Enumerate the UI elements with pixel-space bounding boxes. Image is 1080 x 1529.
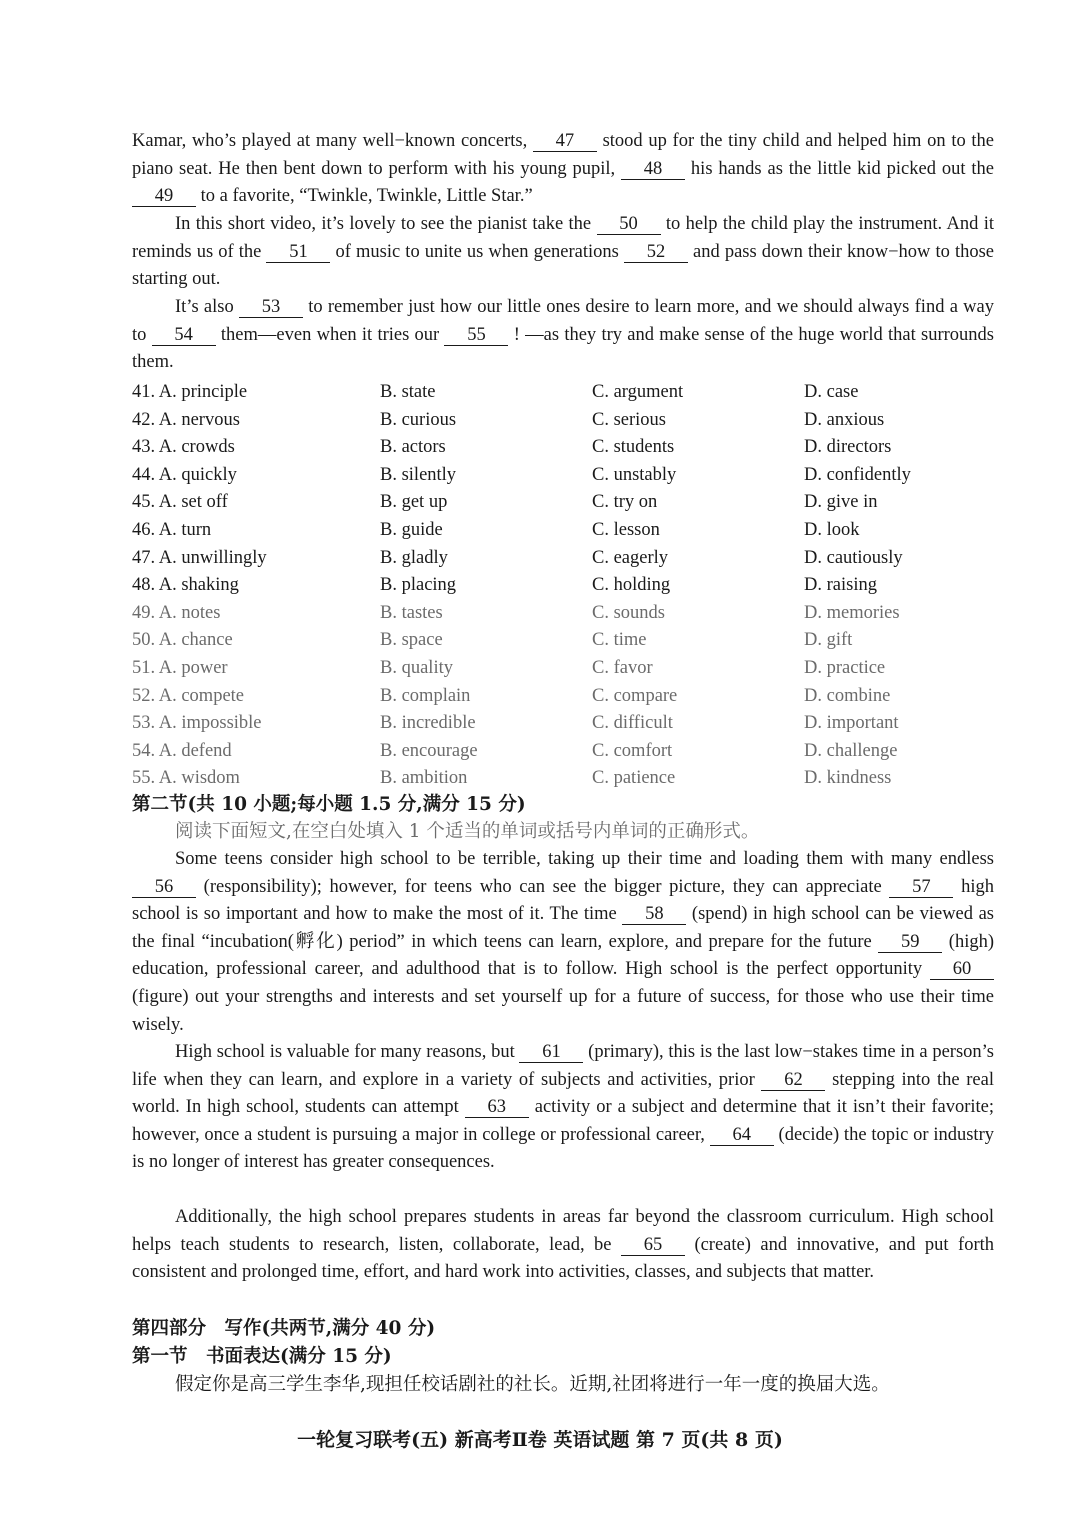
blank-47: 47 bbox=[533, 131, 597, 152]
passage-paragraph-6: Additionally, the high school prepares students in areas far beyond the classroom curriculum. High school helps teach students to research, listen, collaborate, lead, be 65 (create) and innovative, and put forth consistent and prolonged time, effort, and hard work into activities, classes, and subjects that matter. bbox=[132, 1207, 994, 1283]
blank-48: 48 bbox=[621, 159, 685, 180]
option-row: 48. A. shaking B. placing C. holding D. raising bbox=[132, 575, 877, 596]
blank-52: 52 bbox=[624, 242, 688, 263]
blank-60: 60 bbox=[930, 959, 994, 980]
answer-options-table bbox=[132, 379, 994, 793]
option-row: 55. A. wisdom B. ambition C. patience D. kindness bbox=[132, 768, 892, 789]
blank-65: 65 bbox=[621, 1235, 685, 1256]
passage-paragraph-2: In this short video, it’s lovely to see the pianist take the 50 to help the child play the instrument. And it reminds us of the 51 of music to unite us when generations 52 and pass down their know−how to those starting out. bbox=[132, 214, 994, 290]
option-row: 53. A. impossible B. incredible C. difficult D. important bbox=[132, 713, 899, 734]
writing-prompt: 假定你是高三学生李华,现担任校话剧社的社长。近期,社团将进行一年一度的换届大选。 bbox=[175, 1374, 890, 1395]
option-row: 52. A. compete B. complain C. compare D. combine bbox=[132, 685, 891, 706]
section-2-instruction: 阅读下面短文,在空白处填入 1 个适当的单词或括号内单词的正确形式。 bbox=[175, 821, 760, 842]
option-row: 44. A. quickly B. silently C. unstably D. confidently bbox=[132, 464, 911, 485]
option-row: 41. A. principle B. state C. argument D. case bbox=[132, 382, 859, 402]
option-row: 50. A. chance B. space C. time D. gift bbox=[132, 630, 853, 651]
option-row: 49. A. notes B. tastes C. sounds D. memories bbox=[132, 602, 900, 623]
option-row: 45. A. set off B. get up C. try on D. give in bbox=[132, 492, 878, 513]
blank-56: 56 bbox=[132, 877, 196, 898]
passage-paragraph-5: High school is valuable for many reasons, but 61 (primary), this is the last low−stakes time in a person’s life when they can learn, and explore in a variety of subjects and activities, prior 62 stepping into the real world. In high school, students can attempt 63 activity or a subject and determine that it isn’t their favorite; however, once a student is pursuing a major in college or professional career, 64 (decide) the topic or industry is no longer of interest has greater consequences. bbox=[132, 1042, 995, 1173]
passage-paragraph-3: It’s also 53 to remember just how our little ones desire to learn more, and we should always find a way to 54 them—even when it tries our 55 ! —as they try and make sense of the huge world that surrounds them. bbox=[132, 297, 994, 373]
blank-62: 62 bbox=[761, 1070, 825, 1091]
option-row: 47. A. unwillingly B. gladly C. eagerly D. cautiously bbox=[132, 547, 903, 568]
passage-paragraph-1: Kamar, who’s played at many well−known concerts, 47 stood up for the tiny child and helped him on to the piano seat. He then bent down to perform with his young pupil, 48 his hands as the little kid picked out the 49 to a favorite, “Twinkle, Twinkle, Little Star.” bbox=[132, 131, 994, 207]
passage-paragraph-4: Some teens consider high school to be terrible, taking up their time and loading them with many endless 56 (responsibility); however, for teens who can see the bigger picture, they can appreciate 57 high school is so important and how to make the most of it. The time 58 (spend) in high school can be viewed as the final “incubation(孵化) period” in which teens can learn, explore, and prepare for the future 59 (high) education, professional career, and adulthood that is to follow. High school is the perfect opportunity 60 (figure) out your strengths and interests and set yourself up for a future of success, for those who use their time wisely. bbox=[132, 849, 994, 1035]
blank-63: 63 bbox=[465, 1097, 529, 1118]
blank-59: 59 bbox=[878, 932, 942, 953]
blank-58: 58 bbox=[622, 904, 686, 925]
option-row: 51. A. power B. quality C. favor D. practice bbox=[132, 657, 886, 678]
blank-54: 54 bbox=[152, 325, 216, 346]
blank-51: 51 bbox=[266, 242, 330, 263]
page-footer: 一轮复习联考(五) 新高考Ⅱ卷 英语试题 第 7 页(共 8 页) bbox=[297, 1429, 783, 1451]
option-row: 46. A. turn B. guide C. lesson D. look bbox=[132, 519, 860, 540]
blank-55: 55 bbox=[444, 325, 508, 346]
part-4-section-1-heading: 第一节 书面表达(满分 15 分) bbox=[132, 1346, 392, 1367]
option-row: 43. A. crowds B. actors C. students D. directors bbox=[132, 437, 892, 458]
option-row: 54. A. defend B. encourage C. comfort D. challenge bbox=[132, 740, 898, 761]
section-2-heading: 第二节(共 10 小题;每小题 1.5 分,满分 15 分) bbox=[132, 794, 526, 815]
option-row: 42. A. nervous B. curious C. serious D. anxious bbox=[132, 409, 885, 430]
blank-53: 53 bbox=[239, 297, 303, 318]
blank-61: 61 bbox=[519, 1042, 583, 1063]
blank-64: 64 bbox=[710, 1125, 774, 1146]
part-4-heading: 第四部分 写作(共两节,满分 40 分) bbox=[132, 1318, 436, 1339]
blank-49: 49 bbox=[132, 186, 196, 207]
blank-50: 50 bbox=[597, 214, 661, 235]
blank-57: 57 bbox=[889, 877, 953, 898]
